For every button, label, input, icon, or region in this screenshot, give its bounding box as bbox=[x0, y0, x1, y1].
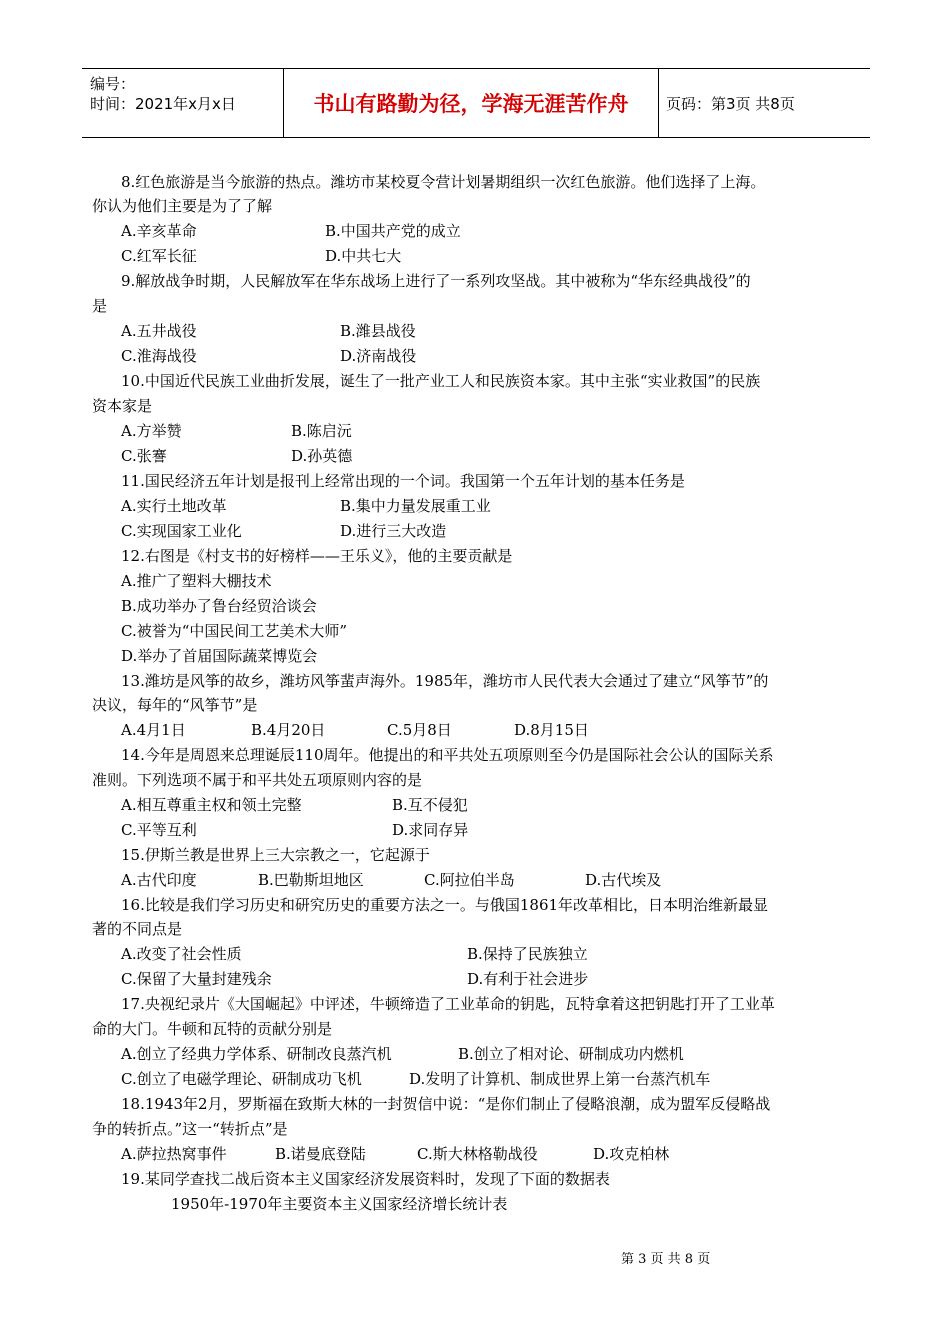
option-d: D.进行三大改造 bbox=[340, 522, 447, 540]
header-info bbox=[82, 69, 282, 137]
option-d: D.8月15日 bbox=[514, 721, 589, 739]
option-a: A.相互尊重主权和领土完整 bbox=[121, 796, 302, 814]
question-17-text: 17.央视纪录片《大国崛起》中评述，牛顿缔造了工业革命的钥匙，瓦特拿着这把钥匙打开了工业革 bbox=[121, 995, 775, 1013]
option-b: B.诺曼底登陆 bbox=[275, 1145, 366, 1163]
option-b: B.创立了相对论、研制成功内燃机 bbox=[458, 1045, 684, 1063]
option-d: D.求同存异 bbox=[392, 821, 469, 839]
option-a: A.改变了社会性质 bbox=[121, 945, 242, 963]
option-c: C.张謇 bbox=[121, 447, 167, 465]
option-a: A.4月1日 bbox=[121, 721, 186, 739]
option-d: D.古代埃及 bbox=[585, 871, 662, 889]
header-divider bbox=[658, 69, 659, 137]
option-c: C.斯大林格勒战役 bbox=[417, 1145, 538, 1163]
question-18-text-cont: 争的转折点。”这一“转折点”是 bbox=[92, 1120, 288, 1138]
question-17-text-cont: 命的大门。牛顿和瓦特的贡献分别是 bbox=[92, 1020, 333, 1038]
option-c: C.保留了大量封建残余 bbox=[121, 970, 272, 988]
option-a: A.古代印度 bbox=[121, 871, 197, 889]
option-a: A.创立了经典力学体系、研制改良蒸汽机 bbox=[121, 1045, 392, 1063]
question-8-text: 8.红色旅游是当今旅游的热点。潍坊市某校夏令营计划暑期组织一次红色旅游。他们选择了上海。 bbox=[121, 173, 766, 191]
option-a: A.方举赞 bbox=[121, 422, 182, 440]
option-b: B.保持了民族独立 bbox=[467, 945, 588, 963]
option-b: B.互不侵犯 bbox=[392, 796, 468, 814]
option-a: A.萨拉热窝事件 bbox=[121, 1145, 227, 1163]
option-c: C.5月8日 bbox=[387, 721, 452, 739]
table-title: 1950年-1970年主要资本主义国家经济增长统计表 bbox=[171, 1195, 508, 1213]
option-d: D.攻克柏林 bbox=[593, 1145, 670, 1163]
question-13-text-cont: 决议，每年的“风筝节”是 bbox=[92, 696, 258, 714]
page-footer: 第 3 页 共 8 页 bbox=[621, 1252, 711, 1267]
option-b: B.潍县战役 bbox=[340, 322, 416, 340]
question-11-text: 11.国民经济五年计划是报刊上经常出现的一个词。我国第一个五年计划的基本任务是 bbox=[121, 472, 685, 490]
option-c: C.平等互利 bbox=[121, 821, 197, 839]
option-c: C.实现国家工业化 bbox=[121, 522, 242, 540]
option-c: C.阿拉伯半岛 bbox=[424, 871, 515, 889]
page-header bbox=[82, 68, 870, 138]
option-d: D.孙英德 bbox=[291, 447, 353, 465]
question-15-text: 15.伊斯兰教是世界上三大宗教之一，它起源于 bbox=[121, 846, 430, 864]
option-b: B.中国共产党的成立 bbox=[325, 222, 461, 240]
question-13-text: 13.潍坊是风筝的故乡，潍坊风筝蜚声海外。1985年，潍坊市人民代表大会通过了建立“风筝节”的 bbox=[121, 672, 769, 690]
question-16-text: 16.比较是我们学习历史和研究历史的重要方法之一。与俄国1861年改革相比，日本明治维新最显 bbox=[121, 896, 769, 914]
option-a: A.辛亥革命 bbox=[121, 222, 197, 240]
question-16-text-cont: 著的不同点是 bbox=[92, 920, 183, 938]
option-c: C.被誉为“中国民间工艺美术大师” bbox=[121, 622, 348, 640]
question-9-text-cont: 是 bbox=[92, 297, 108, 315]
question-8-text-cont: 你认为他们主要是为了了解 bbox=[92, 197, 273, 215]
question-10-text-cont: 资本家是 bbox=[92, 397, 153, 415]
question-19-text: 19.某同学查找二战后资本主义国家经济发展资料时，发现了下面的数据表 bbox=[121, 1170, 610, 1188]
question-10-text: 10.中国近代民族工业曲折发展，诞生了一批产业工人和民族资本家。其中主张“实业救国”的民族 bbox=[121, 372, 761, 390]
option-d: D.有利于社会进步 bbox=[467, 970, 589, 988]
option-d: D.济南战役 bbox=[340, 347, 417, 365]
option-c: C.创立了电磁学理论、研制成功飞机 bbox=[121, 1070, 362, 1088]
option-c: C.淮海战役 bbox=[121, 347, 197, 365]
option-d: D.中共七大 bbox=[325, 247, 402, 265]
page-number-label: 页码：第3页 共8页 bbox=[666, 94, 795, 113]
option-b: B.成功举办了鲁台经贸洽谈会 bbox=[121, 597, 317, 615]
option-d: D.发明了计算机、制成世界上第一台蒸汽机车 bbox=[409, 1070, 711, 1088]
option-a: A.实行土地改革 bbox=[121, 497, 227, 515]
option-b: B.巴勒斯坦地区 bbox=[258, 871, 364, 889]
question-12-text: 12.右图是《村支书的好榜样——王乐义》，他的主要贡献是 bbox=[121, 547, 513, 565]
option-b: B.集中力量发展重工业 bbox=[340, 497, 491, 515]
header-divider bbox=[283, 69, 284, 137]
option-c: C.红军长征 bbox=[121, 247, 197, 265]
option-a: A.五井战役 bbox=[121, 322, 197, 340]
option-d: D.举办了首届国际蔬菜博览会 bbox=[121, 647, 318, 665]
option-a: A.推广了塑料大棚技术 bbox=[121, 572, 272, 590]
header-motto: 书山有路勤为径，学海无涯苦作舟 bbox=[313, 92, 629, 116]
question-14-text-cont: 准则。下列选项不属于和平共处五项原则内容的是 bbox=[92, 771, 423, 789]
question-14-text: 14.今年是周恩来总理诞辰110周年。他提出的和平共处五项原则至今仍是国际社会公认的国际关系 bbox=[121, 746, 774, 764]
question-18-text: 18.1943年2月，罗斯福在致斯大林的一封贺信中说：“是你们制止了侵略浪潮，成为盟军反侵略战 bbox=[121, 1095, 771, 1113]
option-b: B.陈启沅 bbox=[291, 422, 352, 440]
question-9-text: 9.解放战争时期，人民解放军在华东战场上进行了一系列攻坚战。其中被称为“华东经典战役”的 bbox=[121, 272, 751, 290]
number-label: 编号： bbox=[90, 75, 136, 93]
option-b: B.4月20日 bbox=[251, 721, 326, 739]
date-label: 时间：2021年x月x日 bbox=[90, 95, 236, 113]
